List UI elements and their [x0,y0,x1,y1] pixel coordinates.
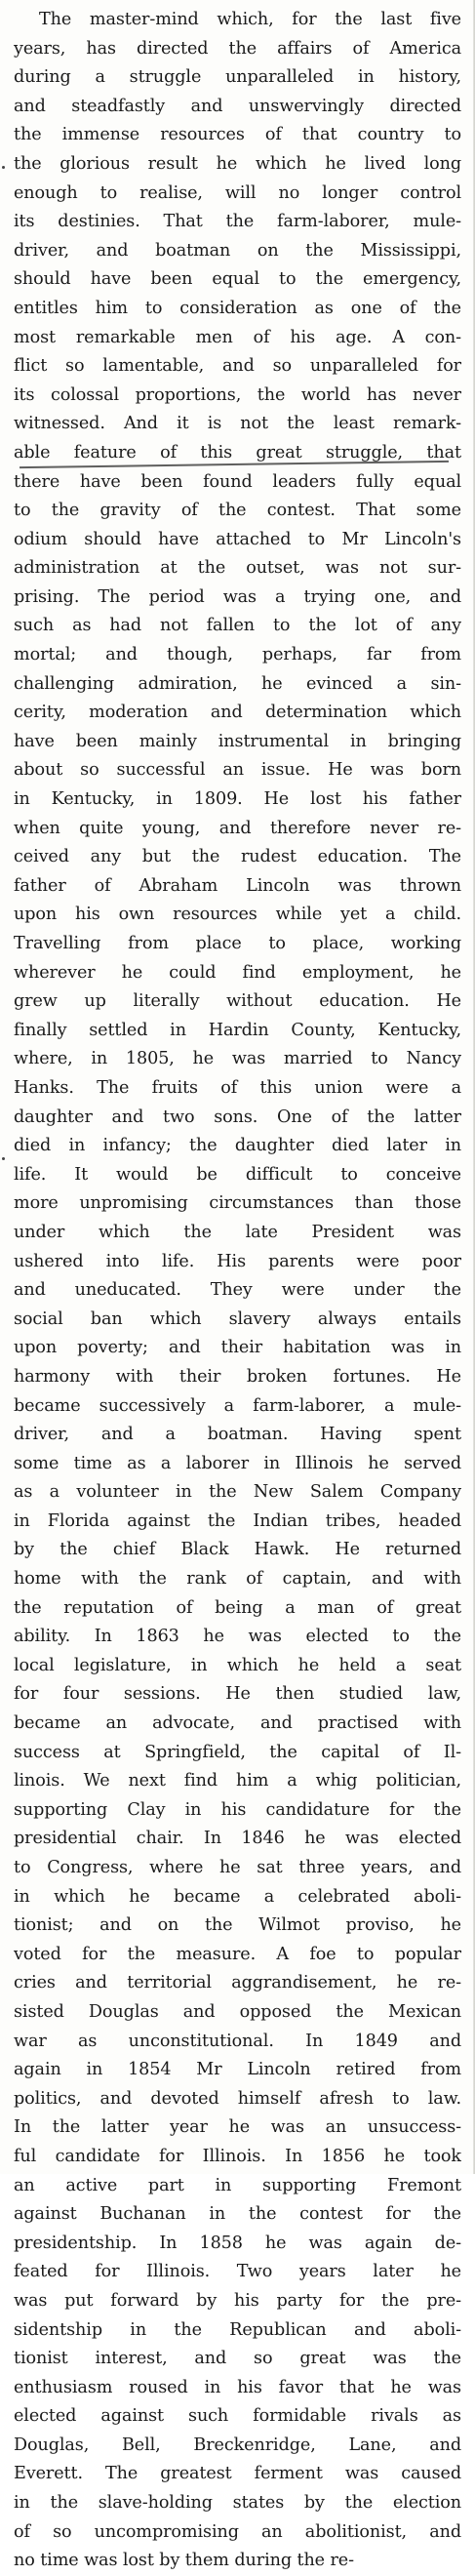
article-line: by the chief Black Hawk. He returned [14,1540,461,1560]
article-line: the glorious result he which he lived long [14,153,461,174]
article-line: odium should have attached to Mr Lincoln's [14,529,461,549]
article-line: entitles him to consideration as one of the [14,298,461,318]
article-line: supporting Clay in his candidature for the [14,1799,461,1820]
article-line: the immense resources of that country to [14,125,461,145]
article-line: social ban which slavery always entails [14,1308,461,1329]
article-line: wherever he could find employment, he [14,962,461,983]
article-line: daughter and two sons. One of the latter [14,1107,461,1127]
article-line: more unpromising circumstances than those [14,1193,461,1214]
article-line: an active part in supporting Fremont [14,2175,461,2195]
article-line: against Buchanan in the contest for the [14,2204,461,2225]
article-line: for four sessions. He then studied law, [14,1684,461,1705]
article-line: politics, and devoted himself afresh to law. [14,2088,461,2109]
article-line: elected against such formidable rivals as [14,2406,461,2427]
article-line: linois. We next find him a whig politician, [14,1771,461,1791]
article-line: its colossal proportions, the world has never [14,384,461,405]
article-line: have been mainly instrumental in bringing [14,731,461,751]
article-line: enough to realise, will no longer control [14,182,461,203]
article-line: died in infancy; the daughter died later in [14,1136,461,1156]
article-line: some time as a laborer in Illinois he served [14,1453,461,1473]
article-line: administration at the outset, was not sur- [14,558,461,579]
article-line: to the gravity of the contest. That some [14,501,461,521]
article-line: success at Springfield, the capital of Il- [14,1742,461,1762]
article-line: prising. The period was a trying one, and [14,586,461,607]
article-line: presidential chair. In 1846 he was elected [14,1829,461,1849]
article-line: father of Abraham Lincoln was thrown [14,875,461,896]
article-line: feated for Illinois. Two years later he [14,2262,461,2282]
article-line: Hanks. The fruits of this union were a [14,1077,461,1098]
article-line: ushered into life. His parents were poor [14,1251,461,1271]
article-line: years, has directed the affairs of America [14,38,461,59]
article-line: there have been found leaders fully equal [14,471,461,492]
article-line: the reputation of being a man of great [14,1597,461,1618]
article-line: witnessed. And it is not the least remark- [14,414,461,434]
article-line: was put forward by his party for the pre- [14,2290,461,2311]
article-line: in Kentucky, in 1809. He lost his father [14,789,461,810]
article-line: sidentship in the Republican and aboli- [14,2319,461,2340]
article-line: about so successful an issue. He was born [14,760,461,781]
article-line: cerity, moderation and determination which [14,703,461,723]
article-line: no time was lost by them during the re- [14,2551,354,2571]
article-line: local legislature, in which he held a seat [14,1655,461,1675]
article-line: flict so lamentable, and so unparalleled for [14,356,461,377]
article-line: in the slave-holding states by the election [14,2493,461,2514]
article-body [14,6,461,2576]
article-line: under which the late President was [14,1222,461,1242]
margin-speck [2,1157,5,1160]
article-line: again in 1854 Mr Lincoln retired from [14,2060,461,2080]
article-line: challenging admiration, he evinced a sin- [14,673,461,694]
article-line: became an advocate, and practised with [14,1713,461,1734]
article-line: The master-mind which, for the last five [39,10,461,29]
article-line: of so uncompromising an abolitionist, and [14,2521,461,2542]
article-line: Travelling from place to place, working [14,934,461,953]
article-line: grew up literally without education. He [14,991,461,1012]
article-line: tionist interest, and so great was the [14,2349,461,2369]
article-line: and uneducated. They were under the [14,1280,461,1301]
article-line: able feature of this great struggle, that [14,442,461,463]
article-line: voted for the measure. A foe to popular [14,1944,461,1964]
article-line: Everett. The greatest ferment was caused [14,2464,461,2484]
article-line: presidentship. In 1858 he was again de- [14,2233,461,2253]
article-line: became successively a farm-laborer, a mule- [14,1395,461,1416]
article-line: ful candidate for Illinois. In 1856 he took [14,2146,461,2166]
article-line: its destinies. That the farm-laborer, mule- [14,212,461,232]
article-line: finally settled in Hardin County, Kentucky, [14,1020,461,1040]
article-line: mortal; and though, perhaps, far from [14,645,461,665]
article-line: should have been equal to the emergency, [14,269,461,290]
article-line: In the latter year he was an unsuccess- [14,2117,461,2138]
article-line: during a struggle unparalleled in history, [14,67,461,88]
article-line: such as had not fallen to the lot of any [14,616,461,636]
article-line: upon poverty; and their habitation was in [14,1338,461,1358]
article-line: in Florida against the Indian tribes, headed [14,1510,461,1531]
article-line: home with the rank of captain, and with [14,1569,461,1590]
article-line: when quite young, and therefore never re- [14,818,461,838]
article-line: driver, and boatman on the Mississippi, [14,240,461,261]
article-line: ceived any but the rudest education. The [14,847,461,867]
article-line: and steadfastly and unswervingly directed [14,96,461,116]
article-line: harmony with their broken fortunes. He [14,1366,461,1387]
article-line: Douglas, Bell, Breckenridge, Lane, and [14,2435,461,2455]
article-line: war as unconstitutional. In 1849 and [14,2031,461,2051]
article-line: driver, and a boatman. Having spent [14,1425,461,1445]
margin-speck [2,166,5,169]
article-line: ability. In 1863 he was elected to the [14,1627,461,1647]
article-line: upon his own resources while yet a child. [14,905,461,925]
article-line: to Congress, where he sat three years, and [14,1858,461,1877]
article-line: life. It would be difficult to conceive [14,1164,461,1185]
article-line: most remarkable men of his age. A con- [14,327,461,347]
article-line: where, in 1805, he was married to Nancy [14,1049,461,1069]
article-line: cries and territorial aggrandisement, he re- [14,1973,461,1993]
article-line: tionist; and on the Wilmot proviso, he [14,1915,461,1936]
article-line: as a volunteer in the New Salem Company [14,1482,461,1503]
article-line: in which he became a celebrated aboli- [14,1886,461,1907]
article-line: enthusiasm roused in his favor that he was [14,2377,461,2397]
article-line: sisted Douglas and opposed the Mexican [14,2001,461,2022]
